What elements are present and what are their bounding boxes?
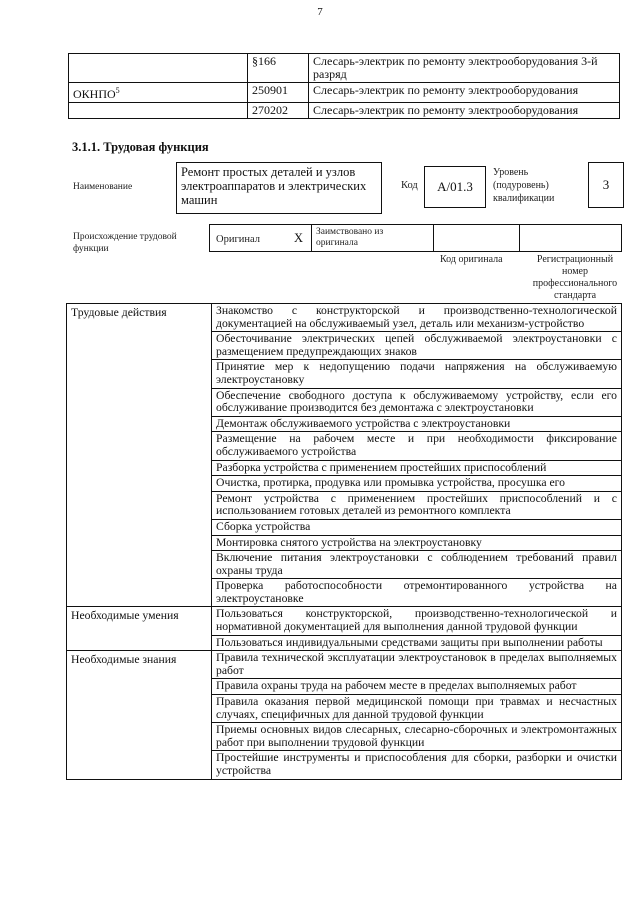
code-label: Код — [401, 180, 418, 191]
reg-number-caption: Регистрационный номер профессионального стандарта — [532, 254, 618, 301]
section-heading: Необходимые знания — [67, 651, 212, 779]
table-cell: Пользоваться индивидуальными средствами защиты при выполнении работы — [212, 635, 622, 651]
classifier-label — [69, 103, 248, 119]
table-cell: Знакомство с конструкторской и производственно-технологической документацией на обслуживаемый узел, деталь или механизм-устройство — [212, 304, 622, 332]
table-row — [67, 304, 622, 332]
name-label: Наименование — [73, 182, 133, 192]
qualification-level: 3 — [602, 177, 610, 192]
classifier-label — [69, 54, 248, 83]
classifier-name: Слесарь-электрик по ремонту электрооборудования — [309, 83, 620, 103]
table-cell: Приемы основных видов слесарных, слесарно-сборочных и электромонтажных работ при выполнении трудовой функции — [212, 723, 622, 751]
table-cell: Правила технической эксплуатации электроустановок в пределах выполняемых работ — [212, 651, 622, 679]
table-cell: Обесточивание электрических цепей обслуживаемой электроустановки с размещением предупреждающих знаков — [212, 332, 622, 360]
table-cell: Правила охраны труда на рабочем месте в пределах выполняемых работ — [212, 679, 622, 695]
function-code: А/01.3 — [437, 179, 473, 194]
classifier-label: ОКНПО$^5$ — [69, 83, 248, 103]
table-cell: Ремонт устройства с применением простейших приспособлений и с использованием готовых деталей из ремонтного комплекта — [212, 491, 622, 519]
code-original-caption: Код оригинала — [440, 254, 503, 265]
origin-label: Происхождение трудовой функции — [73, 232, 177, 254]
table-cell: Обеспечение свободного доступа к обслуживаемому устройству, если его обслуживание производится без демонтажа с электроустановки — [212, 388, 622, 416]
level-box — [588, 162, 624, 208]
section-heading: Необходимые умения — [67, 607, 212, 651]
divider — [311, 225, 312, 251]
table-cell: Разборка устройства с применением простейших приспособлений — [212, 460, 622, 476]
table-cell: Монтировка снятого устройства на электроустановку — [212, 535, 622, 551]
original-mark: X — [294, 231, 304, 245]
origin-row — [209, 224, 622, 252]
table-cell: Пользоваться конструкторской, производственно-технологической и нормативной документацией для выполнения данной трудовой функции — [212, 607, 622, 635]
table-row — [69, 54, 620, 83]
section-title: 3.1.1. Трудовая функция — [72, 140, 209, 154]
table-cell: Сборка устройства — [212, 519, 622, 535]
level-label: Уровень (подуровень) квалификации — [493, 167, 555, 204]
classifier-code: §166 — [248, 54, 309, 83]
page-number: 7 — [317, 6, 323, 18]
table-row — [67, 651, 622, 679]
table-cell: Правила оказания первой медицинской помощи при травмах и несчастных случаях, специфичных для данной трудовой функции — [212, 695, 622, 723]
table-cell: Принятие мер к недопущению подачи напряжения на обслуживаемую электроустановку — [212, 360, 622, 388]
divider — [519, 225, 520, 251]
table-row — [69, 103, 620, 119]
divider — [433, 225, 434, 251]
classifier-name: Слесарь-электрик по ремонту электрооборудования 3-й разряд — [309, 54, 620, 83]
section-heading: Трудовые действия — [67, 304, 212, 607]
table-row — [67, 607, 622, 635]
table-row — [69, 83, 620, 103]
function-name: Ремонт простых деталей и узлов электроаппаратов и электрических машин — [181, 165, 367, 207]
footnote-mark: 5 — [115, 86, 120, 95]
table-cell: Проверка работоспособности отремонтированного устройства на электроустановке — [212, 579, 622, 607]
code-box — [424, 166, 486, 208]
table-cell: Размещение на рабочем месте и при необходимости фиксирование обслуживаемого устройства — [212, 432, 622, 460]
borrowed-label: Заимствовано из оригинала — [316, 227, 384, 248]
table-cell: Включение питания электроустановки с соблюдением требований правил охраны труда — [212, 551, 622, 579]
classifier-code: 250901 — [248, 83, 309, 103]
classifier-name: Слесарь-электрик по ремонту электрооборудования — [309, 103, 620, 119]
classifier-code: 270202 — [248, 103, 309, 119]
table-cell: Очистка, протирка, продувка или промывка устройства, просушка его — [212, 476, 622, 492]
original-label: Оригинал — [216, 234, 260, 245]
function-details-table — [66, 303, 622, 780]
table-cell: Простейшие инструменты и приспособления для сборки, разборки и очистки устройства — [212, 751, 622, 779]
function-name-box — [176, 162, 382, 214]
classification-table — [68, 53, 620, 119]
table-cell: Демонтаж обслуживаемого устройства с электроустановки — [212, 416, 622, 432]
